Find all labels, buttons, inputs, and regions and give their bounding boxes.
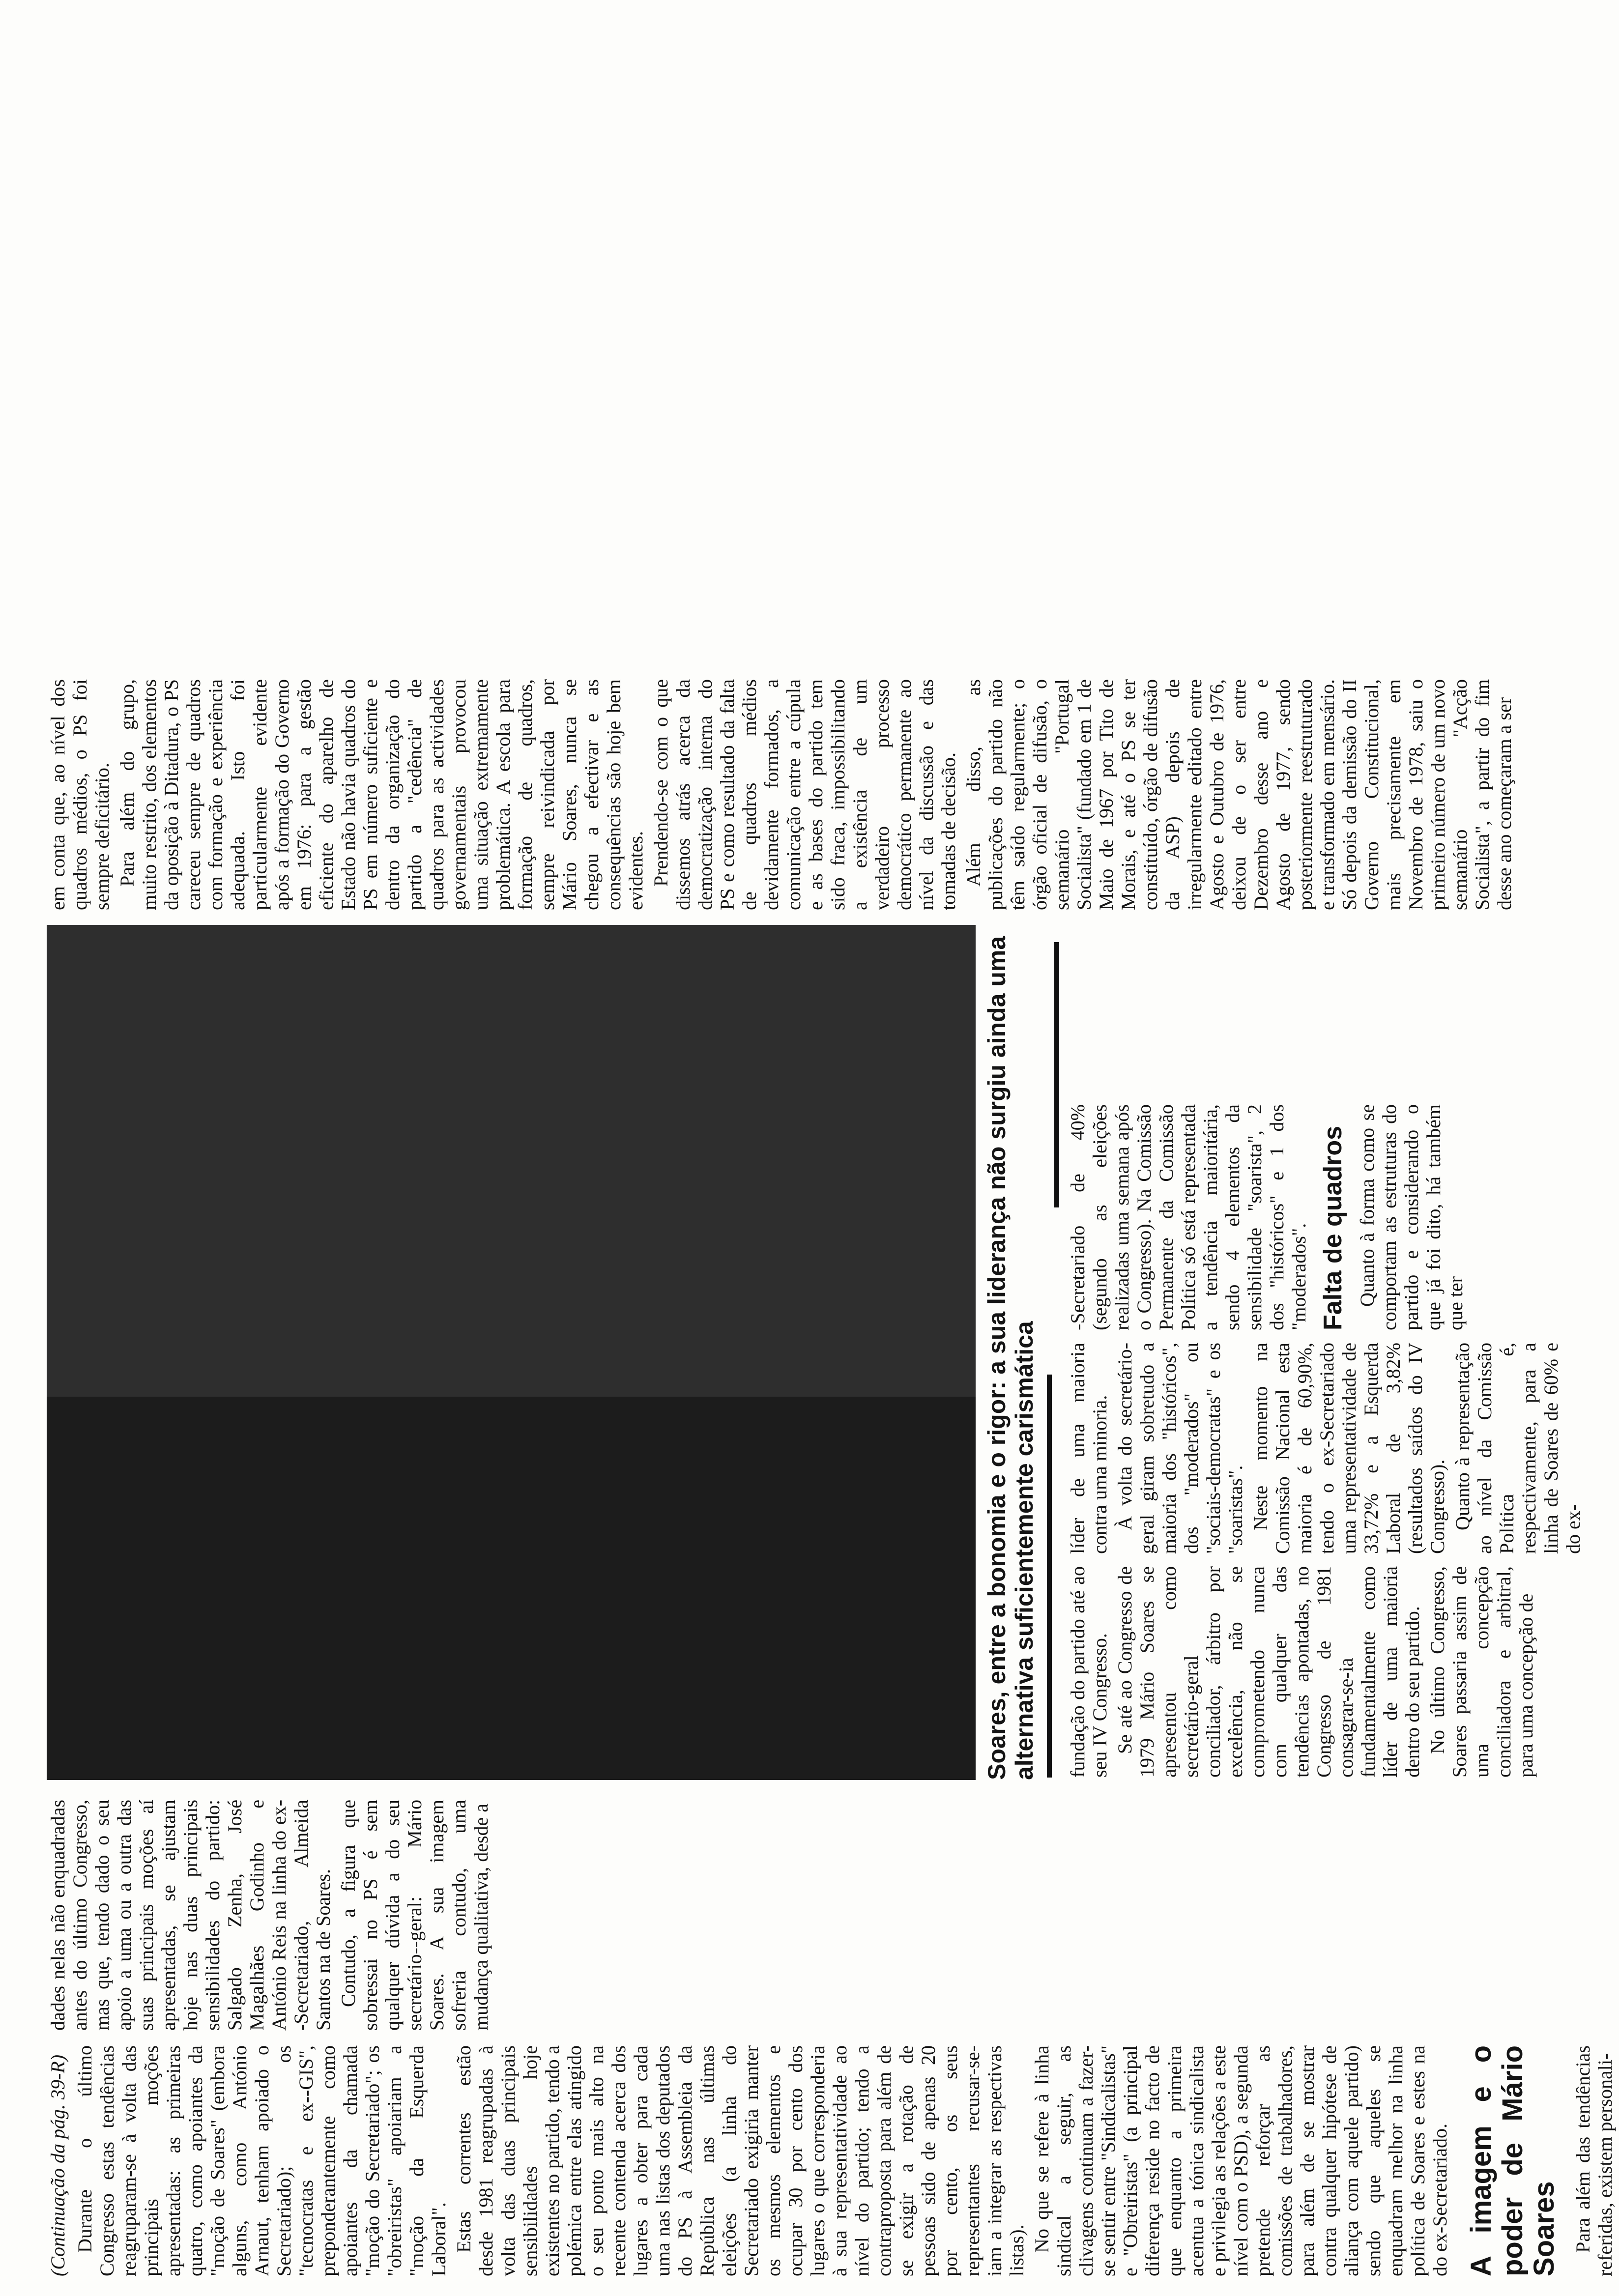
paragraph: Contudo, a figura que sobressai no PS é sem qualquer dúvida a do seu secretário--geral: Mário Soares. A sua imagem sofreria contudo, uma mudança qualitativa, desde a <box>337 1800 492 2031</box>
article-column-4 <box>1067 1343 1587 1554</box>
continuation-note: (Continuação da pág. 39-R) <box>47 2054 69 2276</box>
article-column-5 <box>1067 1104 1470 1330</box>
photo-caption: Soares, entre a bonomia e o rigor: a sua liderança não surgiu ainda uma alternativa suficientemente carismática <box>983 936 1038 1780</box>
caption-rule <box>1054 942 1059 1207</box>
paragraph: Quanto à representação ao nível da Comissão Política é, respectivamente, para a linha de Soares de 60% e do ex- <box>1451 1343 1584 1554</box>
article-column-1 <box>47 2045 1619 2276</box>
paragraph: em conta que, ao nível dos quadros médios, o PS foi sempre deficitário. <box>47 679 113 910</box>
caption-rule <box>1047 1375 1052 1778</box>
paragraph: Se até ao Congresso de 1979 Mário Soares se apresentou como secretário-geral conciliador, árbitro por excelência, não se comprometendo nunca com qualquer das tendências apontadas, no Congresso de 1981 consagrar-se-ia fundamentalmente como líder de uma maioria dentro do seu partido. <box>1114 1566 1423 1778</box>
article-column-3 <box>1067 1566 1540 1778</box>
paragraph: Durante o último Congresso estas tendências reagruparam-se à volta das principais moções apresentadas: as primeiras quatro, como apoiantes da "moção de Soares" (embora alguns, como António Arnaut, tenham apoiado o Secretariado); os "tecnocratas e ex--GIS", preponderantemente como apoiantes da chamada "moção do Secretariado"; os "obreiristas" apoiariam a "moção da Esquerda Laboral". <box>74 2045 450 2276</box>
photo-panel-left <box>47 1397 976 1780</box>
paragraph: À volta do secretário-geral giram sobretudo a maioria dos "históricos", dos "moderados" ou "sociais-democratas" e os "soaristas". <box>1114 1343 1246 1554</box>
section-heading: A imagem e o poder de Mário Soares <box>1465 2045 1560 2276</box>
paragraph: Neste momento na Comissão Nacional esta maioria é de 60,90%, tendo o ex-Secretariado uma representatividade de 33,72% e a Esquerda Laboral de 3,82% (resultados saídos do IV Congresso). <box>1249 1343 1448 1554</box>
photo-mario-soares <box>47 925 976 1780</box>
article-column-6 <box>47 679 1518 910</box>
paragraph: dades nelas não enquadradas antes do último Congresso, mas que, tendo dado o seu apoio a uma ou a outra das suas principais moções aí apresentadas, se ajustam hoje nas duas principais sensibilidades do partido: Salgado Zenha, José Magalhães Godinho e António Reis na linha do ex--Secretariado, Almeida Santos na de Soares. <box>47 1800 334 2031</box>
paragraph: líder de uma maioria contra uma minoria. <box>1067 1343 1111 1554</box>
paragraph: No que se refere à linha sindical a seguir, as clivagens continuam a fazer-se sentir entre "Sindicalistas" e "Obreiristas" (a principal diferença reside no facto de que enquanto a primeira acentua a tónica sindicalista e privilegia as relações a este nível com o PSD), a segunda pretende reforçar as comissões de trabalhadores, para além de se mostrar contra qualquer hipótese de aliança com aquele partido) sendo que aqueles se enquadram melhor na linha política de Soares e estes na do ex-Secretariado. <box>1031 2045 1451 2276</box>
paragraph: Quanto à forma como se comportam as estruturas do partido e considerando o que já foi dito, há também que ter <box>1356 1104 1467 1330</box>
paragraph: fundação do partido até ao seu IV Congresso. <box>1067 1566 1111 1778</box>
paragraph: -Secretariado de 40% (segundo as eleições realizadas uma semana após o Congresso). Na Comissão Permanente da Comissão Política só está representada a tendência maioritária, sendo 4 elementos da sensibilidade "soarista", 2 dos "históricos" e 1 dos "moderados". <box>1067 1104 1310 1330</box>
paragraph: Para além das tendências referidas, existem personali- <box>1572 2045 1616 2276</box>
paragraph: Prendendo-se com o que dissemos atrás acerca da democratização interna do PS e como resultado da falta de quadros médios devidamente formados, a comunicação entre a cúpula e as bases do partido tem sido fraca, impossibilitando a existência de um verdadeiro processo democrático permanente ao nível da discussão e das tomadas de decisão. <box>650 679 959 910</box>
paragraph: Estas correntes estão desde 1981 reagrupadas à volta das duas principais sensibilidades hoje existentes no partido, tendo a polémica entre elas atingido o seu ponto mais alto na recente contenda acerca dos lugares a obter para cada uma nas listas dos deputados do PS à Assembleia da República nas últimas eleições (a linha do Secretariado exigiria manter os mesmos elementos e ocupar 30 por cento dos lugares o que corresponderia à sua representatividade ao nível do partido; tendo a contraproposta para além de se exigir a rotação de pessoas sido de apenas 20 por cento, os seus representantes recusar-se-iam a integrar as respectivas listas). <box>453 2045 1028 2276</box>
paragraph: Para além do grupo, muito restrito, dos elementos da oposição à Ditadura, o PS carecеu sempre de quadros com formação e experiência adequada. Isto foi particularmente evidente após a formação do Governo em 1976: para a gestão eficiente do aparelho de Estado não havia quadros do PS em número suficiente e dentro da organização do partido a "cedência" de quadros para as actividades governamentais provocou uma situação extremamente problemática. A escola para formação de quadros, sempre reivindicada por Mário Soares, nunca se chegou a efectivar e as consequências são hoje bem evidentes. <box>116 679 647 910</box>
photo-panel-right <box>47 925 976 1397</box>
paragraph: No último Congresso, Soares passaria assim de uma concepção conciliadora e arbitral, para uma concepção de <box>1426 1566 1537 1778</box>
section-heading: Falta de quadros <box>1319 1125 1347 1330</box>
article-column-2 <box>47 1800 495 2031</box>
paragraph: Além disso, as publicações do partido não têm saído regularmente; o órgão oficial de difusão, o semanário "Portugal Socialista" (fundado em 1 de Maio de 1967 por Tito de Morais, e até o PS se ter constituído, órgão de difusão da ASP) depois de irregularmente editado entre Agosto e Outubro de 1976, deixou de o ser entre Dezembro desse ano e Agosto de 1977, sendo posteriormente reestruturado e transformado em mensário. Só depois da demissão do II Governo Constitucional, mais precisamente em Novembro de 1978, saiu o primeiro número de um novo semanário "Acção Socialista", a partir do fim desse ano começaram a ser <box>962 679 1515 910</box>
